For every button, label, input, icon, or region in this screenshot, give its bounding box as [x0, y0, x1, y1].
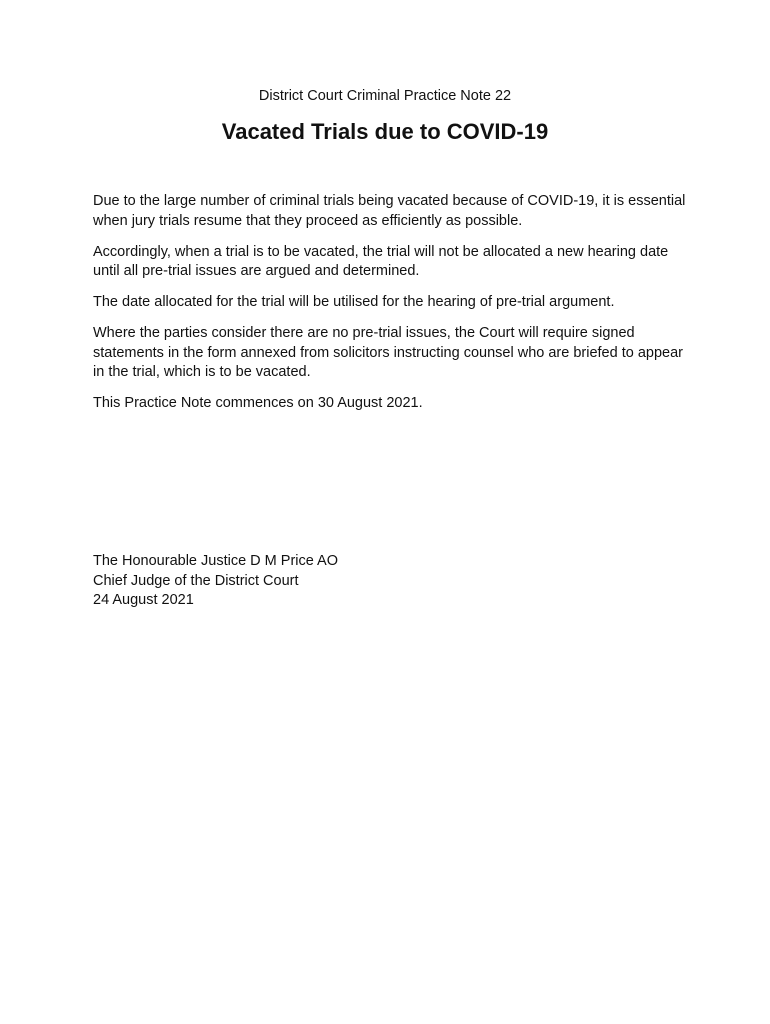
paragraph-1: Due to the large number of criminal trials being vacated because of COVID-19, it is essential when jury trials resume that they proceed as efficiently as possible. [93, 193, 686, 229]
signature-block [93, 552, 693, 611]
practice-note-subtitle: District Court Criminal Practice Note 22 [258, 88, 512, 104]
paragraph-4: Where the parties consider there are no pre-trial issues, the Court will require signed statements in the form annexed from solicitors instructing counsel who are briefed to appear in the trial, which is to be vacated. [93, 325, 683, 380]
paragraph-5: This Practice Note commences on 30 August 2021. [93, 395, 423, 411]
signatory-name: The Honourable Justice D M Price AO [93, 553, 338, 569]
signature-date: 24 August 2021 [93, 592, 194, 608]
paragraph-3: The date allocated for the trial will be utilised for the hearing of pre-trial argument. [93, 294, 615, 310]
page-title: Vacated Trials due to COVID-19 [221, 119, 549, 144]
document-body [93, 192, 693, 425]
paragraph-2: Accordingly, when a trial is to be vacated, the trial will not be allocated a new hearing date until all pre-trial issues are argued and determined. [93, 243, 669, 279]
signatory-position: Chief Judge of the District Court [93, 572, 299, 589]
